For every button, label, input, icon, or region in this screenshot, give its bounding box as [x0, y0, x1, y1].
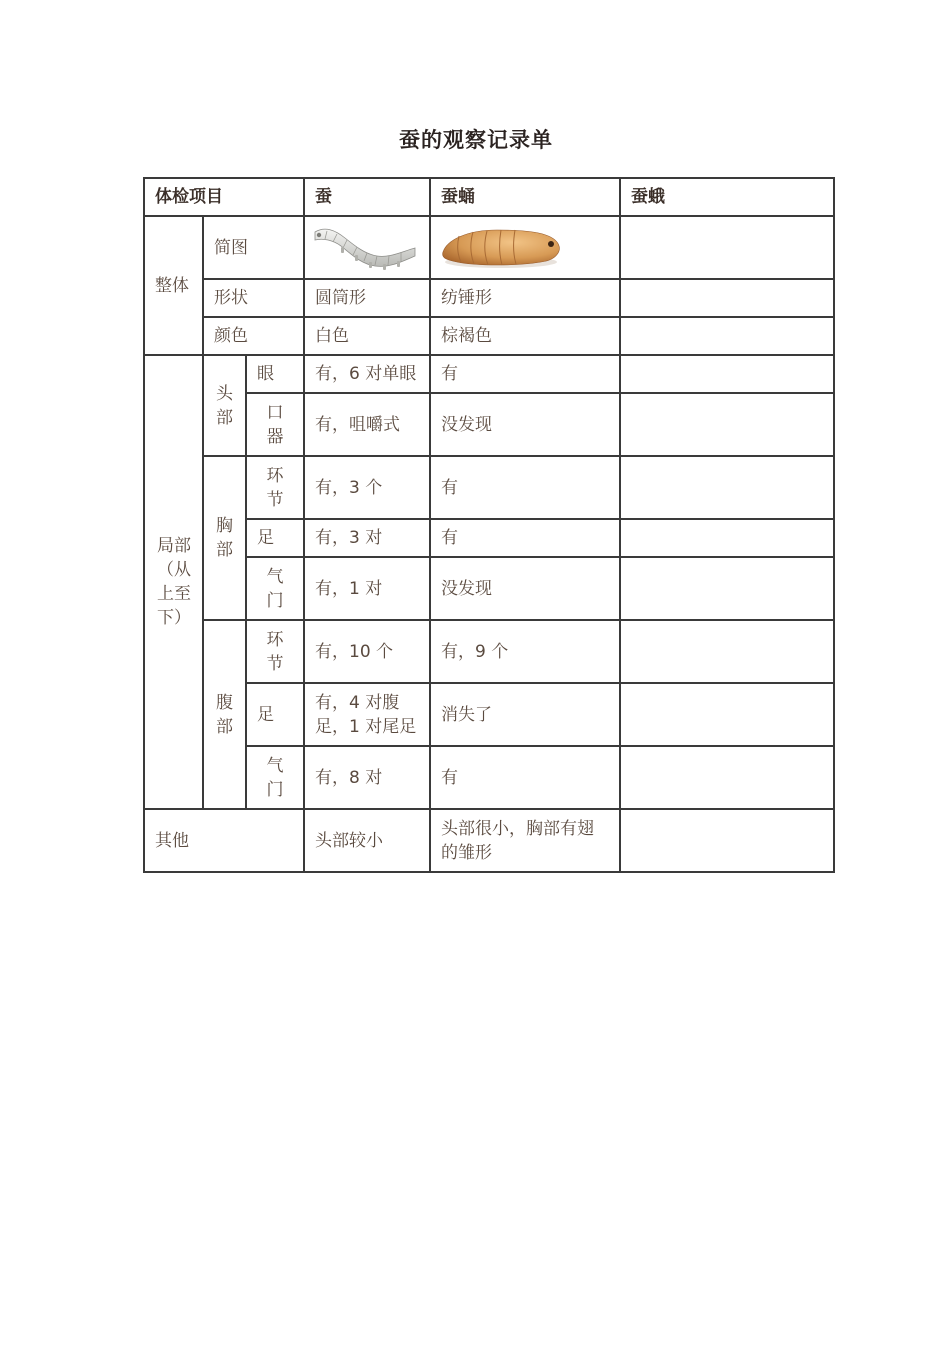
- table-row: [144, 317, 834, 355]
- table-row: [144, 355, 834, 393]
- subgroup-thorax: [203, 456, 246, 620]
- color-silkworm: 白色: [304, 317, 430, 355]
- page-title: 蚕的观察记录单: [399, 128, 553, 152]
- table-row: [144, 279, 834, 317]
- abdomen-segments-pupa: 有，9 个: [430, 620, 620, 683]
- row-label-sketch: 简图: [203, 216, 304, 279]
- row-label-abdomen-segments-text: 环节: [266, 629, 284, 674]
- row-label-thorax-legs: 足: [246, 519, 304, 557]
- table-row: [144, 683, 834, 746]
- thorax-legs-pupa: 有: [430, 519, 620, 557]
- observation-table: [143, 177, 835, 873]
- other-silkworm: 头部较小: [304, 809, 430, 872]
- abdomen-legs-moth: [620, 683, 834, 746]
- abdomen-spiracles-moth: [620, 746, 834, 809]
- row-label-mouth-text: 口器: [266, 402, 284, 447]
- row-label-mouth: [246, 393, 304, 456]
- table-row: [144, 393, 834, 456]
- header-moth: 蚕蛾: [620, 178, 834, 216]
- group-local-text: 局部（从上至下）: [157, 536, 191, 628]
- abdomen-spiracles-silkworm: 有，8 对: [304, 746, 430, 809]
- abdomen-legs-pupa: 消失了: [430, 683, 620, 746]
- abdomen-segments-moth: [620, 620, 834, 683]
- mouth-moth: [620, 393, 834, 456]
- thorax-segments-moth: [620, 456, 834, 519]
- row-label-thorax-segments: [246, 456, 304, 519]
- silkworm-larva-photo: [311, 220, 419, 276]
- row-label-abdomen-legs: 足: [246, 683, 304, 746]
- shape-moth: [620, 279, 834, 317]
- sketch-moth: [620, 216, 834, 279]
- table-row: [144, 216, 834, 279]
- subgroup-abdomen: [203, 620, 246, 809]
- header-pupa: 蚕蛹: [430, 178, 620, 216]
- eye-pupa: 有: [430, 355, 620, 393]
- shape-pupa: 纺锤形: [430, 279, 620, 317]
- row-label-eye: 眼: [246, 355, 304, 393]
- thorax-spiracles-silkworm: 有，1 对: [304, 557, 430, 620]
- mouth-pupa: 没发现: [430, 393, 620, 456]
- row-label-abdomen-spiracles-text: 气门: [266, 755, 284, 800]
- eye-moth: [620, 355, 834, 393]
- thorax-segments-pupa: 有: [430, 456, 620, 519]
- other-moth: [620, 809, 834, 872]
- color-moth: [620, 317, 834, 355]
- table-row: [144, 456, 834, 519]
- group-whole-label: 整体: [144, 216, 203, 355]
- silkworm-pupa-photo: [437, 222, 565, 274]
- table-row: [144, 557, 834, 620]
- abdomen-segments-silkworm: 有，10 个: [304, 620, 430, 683]
- header-item: 体检项目: [144, 178, 304, 216]
- table-row: [144, 519, 834, 557]
- subgroup-thorax-text: 胸部: [216, 516, 233, 560]
- abdomen-legs-silkworm: 有，4 对腹足，1 对尾足: [304, 683, 430, 746]
- silkworm-larva-image: [304, 216, 430, 279]
- silkworm-pupa-image: [430, 216, 620, 279]
- thorax-legs-silkworm: 有，3 对: [304, 519, 430, 557]
- subgroup-abdomen-text: 腹部: [216, 692, 233, 737]
- subgroup-head: [203, 355, 246, 456]
- shape-silkworm: 圆筒形: [304, 279, 430, 317]
- table-header-row: [144, 178, 834, 216]
- eye-silkworm: 有，6 对单眼: [304, 355, 430, 393]
- other-pupa: 头部很小，胸部有翅的雏形: [430, 809, 620, 872]
- group-local-label: [144, 355, 203, 809]
- abdomen-spiracles-pupa: 有: [430, 746, 620, 809]
- mouth-silkworm: 有，咀嚼式: [304, 393, 430, 456]
- color-pupa: 棕褐色: [430, 317, 620, 355]
- row-label-thorax-spiracles-text: 气门: [266, 566, 284, 611]
- row-label-abdomen-segments: [246, 620, 304, 683]
- table-row: [144, 620, 834, 683]
- thorax-legs-moth: [620, 519, 834, 557]
- row-label-thorax-spiracles: [246, 557, 304, 620]
- row-label-abdomen-spiracles: [246, 746, 304, 809]
- table-row: [144, 746, 834, 809]
- row-label-thorax-segments-text: 环节: [266, 465, 284, 510]
- thorax-segments-silkworm: 有，3 个: [304, 456, 430, 519]
- subgroup-head-text: 头部: [216, 383, 233, 428]
- row-label-shape: 形状: [203, 279, 304, 317]
- thorax-spiracles-pupa: 没发现: [430, 557, 620, 620]
- row-label-other: 其他: [144, 809, 304, 872]
- header-silkworm: 蚕: [304, 178, 430, 216]
- table-row: [144, 809, 834, 872]
- thorax-spiracles-moth: [620, 557, 834, 620]
- row-label-color: 颜色: [203, 317, 304, 355]
